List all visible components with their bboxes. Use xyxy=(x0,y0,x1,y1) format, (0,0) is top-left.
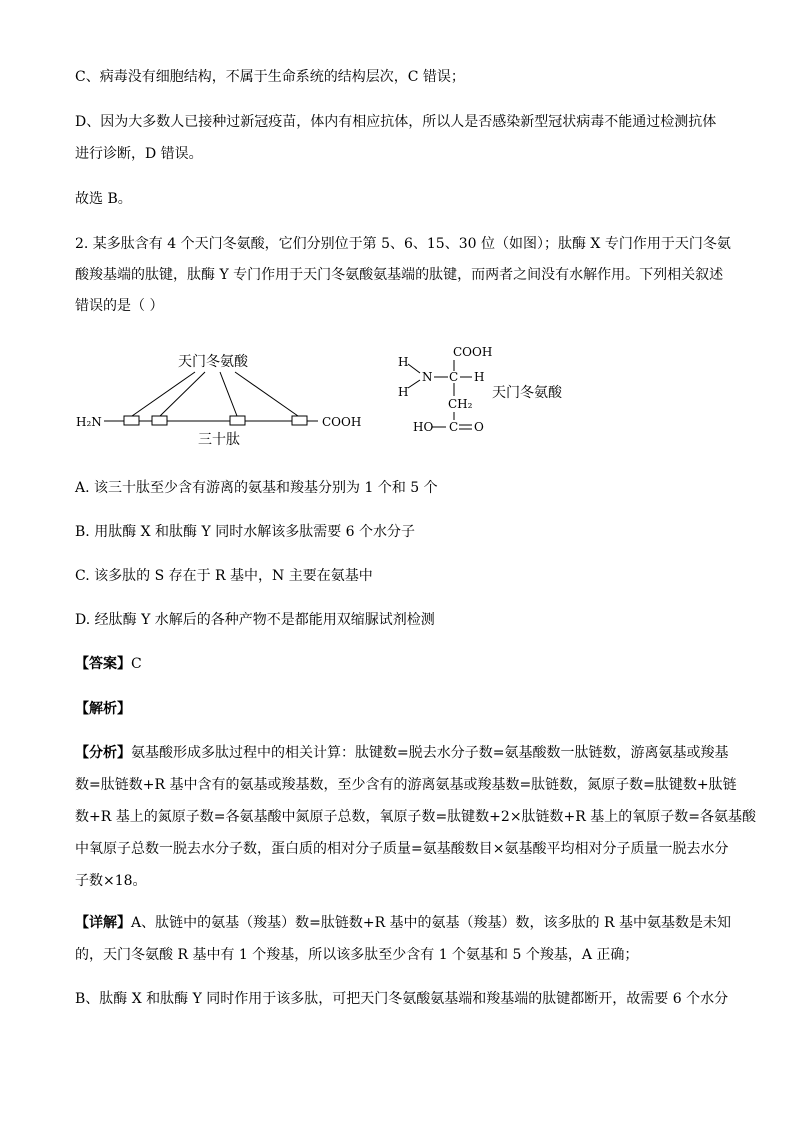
struct-h: H xyxy=(474,370,485,384)
fenxi-tag: 【分析】 xyxy=(75,745,131,761)
fenxi-line: 子数×18。 xyxy=(75,873,147,889)
xiangjie-line: B、肽酶 X 和肽酶 Y 同时作用于该多肽，可把天门冬氨酸氨基端和羧基端的肽键都断开，故需要 6 个水分 xyxy=(75,991,729,1007)
fenxi-line: 数=肽链数+R 基中含有的氨基或羧基数，至少含有的游离氨基或羧基数=肽链数，氮原子数=肽键数+肽链 xyxy=(75,777,737,793)
xiangjie-text: A、肽链中的氨基（羧基）数=肽链数+R 基中的氨基（羧基）数，该多肽的 R 基中氨基数是未知 xyxy=(131,915,732,931)
residue-box xyxy=(124,416,139,425)
residue-box xyxy=(292,416,307,425)
question-stem-line: 错误的是（ ） xyxy=(75,298,164,314)
option-d: D. 经肽酶 Y 水解后的各种产物不是都能用双缩脲试剂检测 xyxy=(75,612,435,628)
struct-c: C xyxy=(449,420,459,434)
struct-ho: HO xyxy=(413,420,434,434)
analysis-tag: 【解析】 xyxy=(75,701,131,717)
text-line: 故选 B。 xyxy=(75,191,132,207)
struct-h: H xyxy=(398,385,409,399)
text-line: D、因为大多数人已接种过新冠疫苗，体内有相应抗体，所以人是否感染新型冠状病毒不能通过检测抗体 xyxy=(75,114,717,130)
text-line: C、病毒没有细胞结构，不属于生命系统的结构层次，C 错误； xyxy=(75,69,465,85)
struct-c: C xyxy=(449,370,459,384)
struct-o: O xyxy=(474,420,484,434)
answer-value: C xyxy=(131,656,142,672)
answer-line xyxy=(75,654,142,674)
peptide-label: 三十肽 xyxy=(198,432,240,448)
answer-tag: 【答案】 xyxy=(75,656,131,672)
residue-box xyxy=(152,416,167,425)
struct-ch2: CH₂ xyxy=(448,397,473,411)
option-c: C. 该多肽的 S 存在于 R 基中，N 主要在氨基中 xyxy=(75,568,373,584)
residue-box xyxy=(230,416,245,425)
fenxi-line: 数+R 基上的氮原子数=各氨基酸中氮原子总数，氧原子数=肽键数+2×肽链数+R 基上的氧原子数=各氨基酸 xyxy=(75,809,757,825)
aspartate-label: 天门冬氨酸 xyxy=(178,354,248,370)
xiangjie-line: 的，天门冬氨酸 R 基中有 1 个羧基，所以该多肽至少含有 1 个氨基和 5 个羧基，A 正确； xyxy=(75,947,639,963)
option-a: A. 该三十肽至少含有游离的氨基和羧基分别为 1 个和 5 个 xyxy=(75,480,438,496)
h2n-label: H₂N xyxy=(76,415,102,429)
fenxi-text: 氨基酸形成多肽过程中的相关计算：肽键数=脱去水分子数=氨基酸数一肽链数，游离氨基或羧基 xyxy=(131,745,729,761)
struct-h: H xyxy=(398,355,409,369)
text-line: 进行诊断，D 错误。 xyxy=(75,146,203,162)
fenxi-line: 中氧原子总数一脱去水分子数，蛋白质的相对分子质量=氨基酸数目×氨基酸平均相对分子质量一脱去水分 xyxy=(75,841,729,857)
peptide-figure xyxy=(70,340,590,450)
analysis-heading xyxy=(75,699,131,719)
struct-cooh: COOH xyxy=(453,345,493,359)
struct-n: N xyxy=(422,370,433,384)
fenxi-line xyxy=(75,743,728,763)
figure-svg xyxy=(70,340,590,450)
aspartate-label-right: 天门冬氨酸 xyxy=(492,385,562,401)
option-b: B. 用肽酶 X 和肽酶 Y 同时水解该多肽需要 6 个水分子 xyxy=(75,524,416,540)
cooh-end-label: COOH xyxy=(322,415,362,429)
question-stem-line: 酸羧基端的肽键，肽酶 Y 专门作用于天门冬氨酸氨基端的肽键，而两者之间没有水解作用。下列相关叙述 xyxy=(75,267,724,283)
xiangjie-tag: 【详解】 xyxy=(75,915,131,931)
xiangjie-line xyxy=(75,913,731,933)
question-stem-line: 2. 某多肽含有 4 个天门冬氨酸，它们分别位于第 5、6、15、30 位（如图）；肽酶 X 专门作用于天门冬氨 xyxy=(75,236,731,252)
